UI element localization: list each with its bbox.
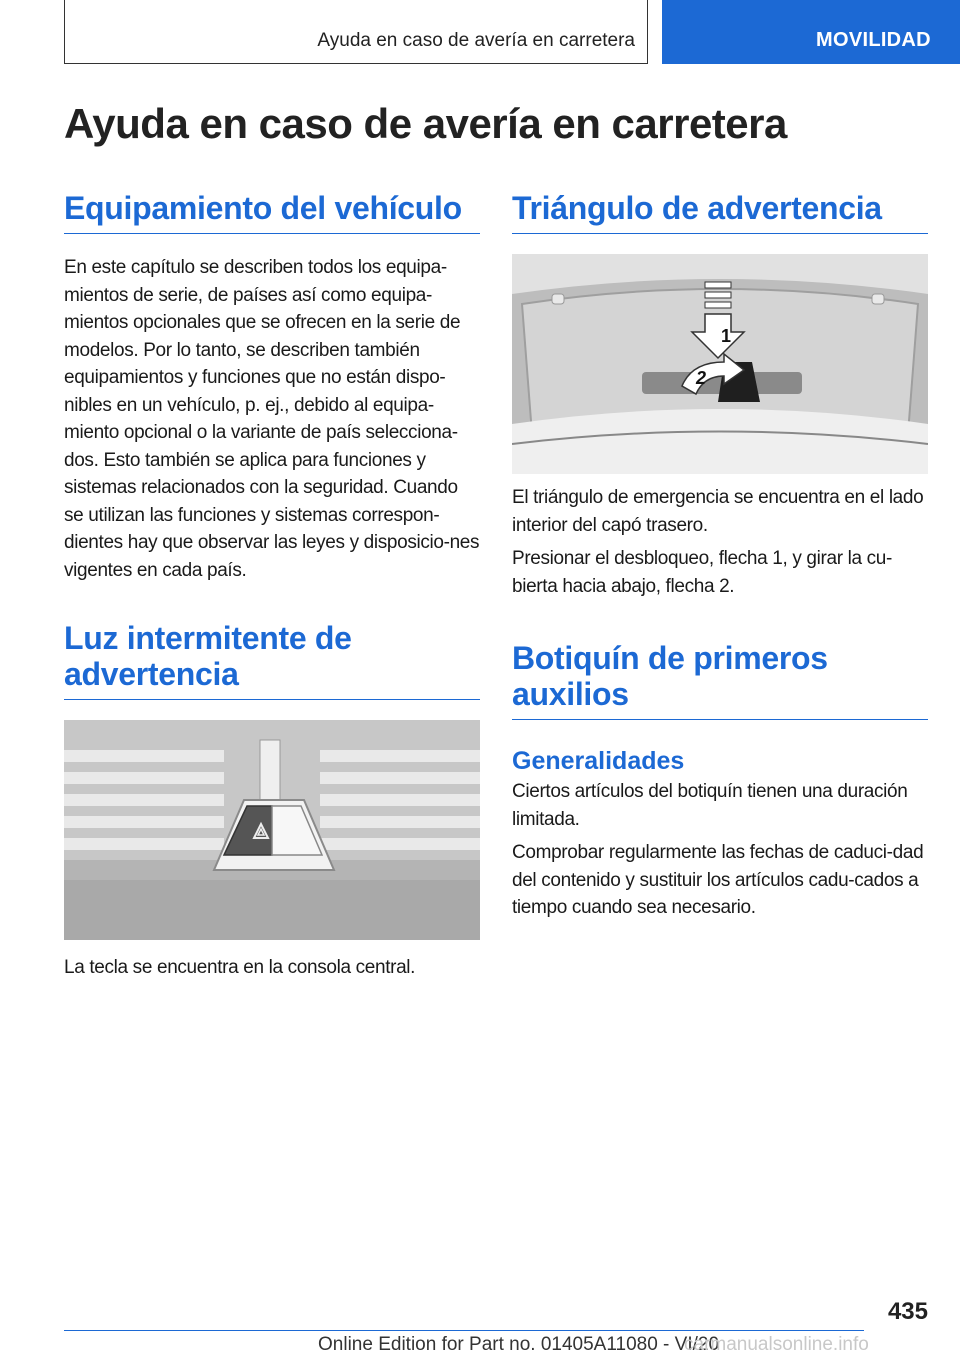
- subsection-title-generalidades: Generalidades: [512, 747, 685, 775]
- section-title-triangulo: Triángulo de advertencia: [512, 190, 928, 234]
- triangulo-text-2: Presionar el desbloqueo, flecha 1, y girar la cu-bierta hacia abajo, flecha 2.: [512, 548, 892, 597]
- section-title-equipamiento: Equipamiento del vehículo: [64, 190, 480, 234]
- running-header: [64, 0, 648, 64]
- footer-edition: Online Edition for Part no. 01405A11080 - VI/20: [318, 1334, 720, 1355]
- arrow-2-label: 2: [696, 368, 707, 388]
- hazard-button-figure: [64, 720, 480, 940]
- section-title-line: advertencia: [64, 656, 239, 692]
- section-title-line: Luz intermitente de: [64, 620, 352, 656]
- section-title-line: auxilios: [512, 676, 629, 712]
- footer-divider: [64, 1330, 864, 1331]
- section-title-luz-intermitente: [64, 620, 480, 700]
- watermark-text: carmanualsonline.info: [684, 1334, 869, 1355]
- equipamiento-text: En este capítulo se describen todos los equipa-mientos de serie, de países así como equipa-mientos opcionales que se ofrecen en la serie de modelos. Por lo tanto, se describen también equipamientos y funciones que no están dispo-nibles en un vehículo, p. ej., debido al equipa-miento opcional o la variante de país selecciona-dos. Esto también se aplica para funciones y sistemas relacionados con la seguridad. Cuando se utilizan las funciones y sistemas correspon-dientes hay que observar las leyes y disposicio-nes vigentes en cada país.: [64, 257, 480, 581]
- arrow-1-label: 1: [721, 326, 732, 346]
- page-title: Ayuda en caso de avería en carretera: [64, 100, 787, 147]
- botiquin-text-2: Comprobar regularmente las fechas de caduci-dad del contenido y sustituir los artículos cadu-cados a tiempo cuando sea necesario.: [512, 842, 924, 918]
- triangulo-text-1: El triángulo de emergencia se encuentra en el lado interior del capó trasero.: [512, 487, 924, 536]
- page-number: 435: [887, 1298, 928, 1325]
- section-title-botiquin: [512, 640, 928, 720]
- left-column: [64, 190, 480, 982]
- botiquin-text-1: Ciertos artículos del botiquín tienen una duración limitada.: [512, 781, 908, 830]
- running-header-title: Ayuda en caso de avería en carretera: [317, 30, 635, 51]
- warning-triangle-figure: [512, 254, 928, 474]
- chapter-tab: MOVILIDAD: [662, 0, 960, 64]
- section-title-line: Botiquín de primeros: [512, 640, 828, 676]
- right-column: [512, 190, 928, 922]
- hazard-caption: La tecla se encuentra en la consola central.: [64, 957, 416, 978]
